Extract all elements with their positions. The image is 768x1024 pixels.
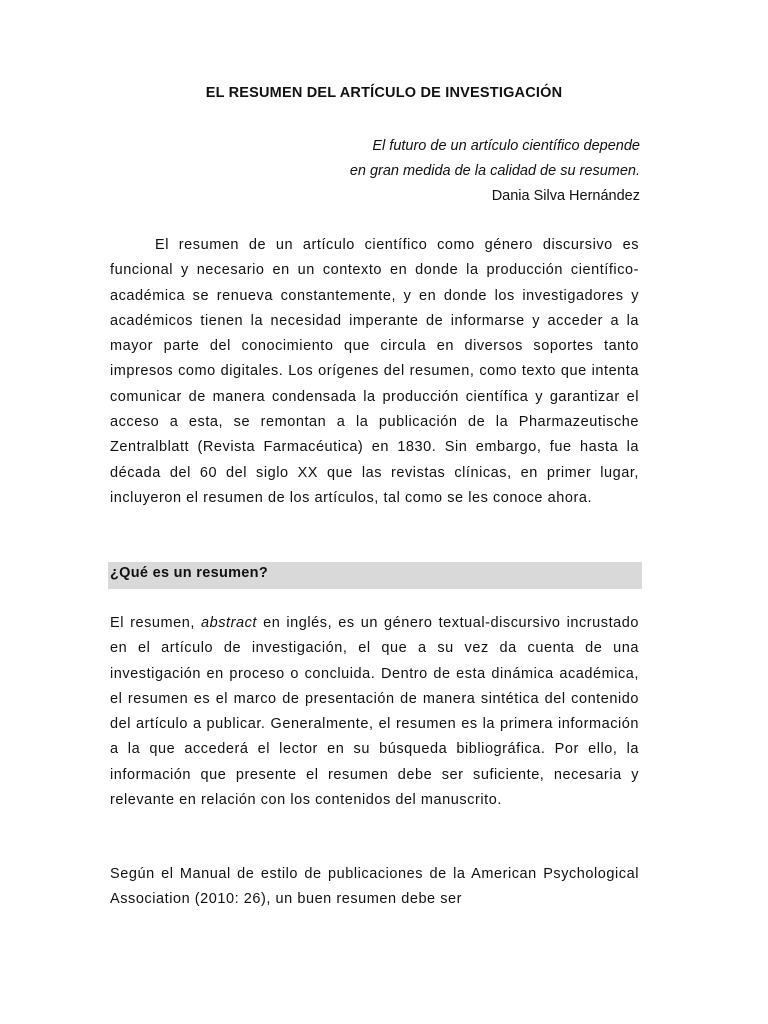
paragraph-apa: Según el Manual de estilo de publicaciones de la American Psychological Association (2010: 26), un buen resumen debe ser <box>110 866 639 908</box>
epigraph-line-1: El futuro de un artículo científico depende <box>372 138 640 154</box>
abstract-term: abstract <box>201 615 257 631</box>
paragraph-definition <box>110 611 639 813</box>
paragraph-definition-lead: El resumen, <box>110 615 195 631</box>
epigraph-line-2: en gran medida de la calidad de su resumen. <box>349 163 640 179</box>
paragraph-definition-rest: en inglés, es un género textual-discursivo incrustado en el artículo de investigación, el que a su vez da cuenta de una investigación en proceso o concluida. Dentro de esta dinámica académica, el resumen es el marco de presentación de manera sintética del contenido del artículo a publicar. Generalmente, el resumen es la primera información a la que accederá el lector en su búsqueda bibliográfica. Por ello, la información que presente el resumen debe ser suficiente, necesaria y relevante en relación con los contenidos del manuscrito. <box>110 615 639 809</box>
document-title: EL RESUMEN DEL ARTÍCULO DE INVESTIGACIÓN <box>205 85 563 101</box>
section-heading-box <box>108 562 642 589</box>
epigraph-author: Dania Silva Hernández <box>491 188 640 204</box>
epigraph <box>220 134 640 209</box>
paragraph-introduction: El resumen de un artículo científico como género discursivo es funcional y necesario en un contexto en donde la producción científico-académica se renueva constantemente, y en donde los investigadores y académicos tienen la necesidad imperante de informarse y acceder a la mayor parte del conocimiento que circula en diversos soportes tanto impresos como digitales. Los orígenes del resumen, como texto que intenta comunicar de manera condensada la producción científica y garantizar el acceso a esta, se remontan a la publicación de la Pharmazeutische Zentralblatt (Revista Farmacéutica) en 1830. Sin embargo, fue hasta la década del 60 del siglo XX que las revistas clínicas, en primer lugar, incluyeron el resumen de los artículos, tal como se les conoce ahora. <box>110 237 639 506</box>
section-heading: ¿Qué es un resumen? <box>110 565 268 581</box>
